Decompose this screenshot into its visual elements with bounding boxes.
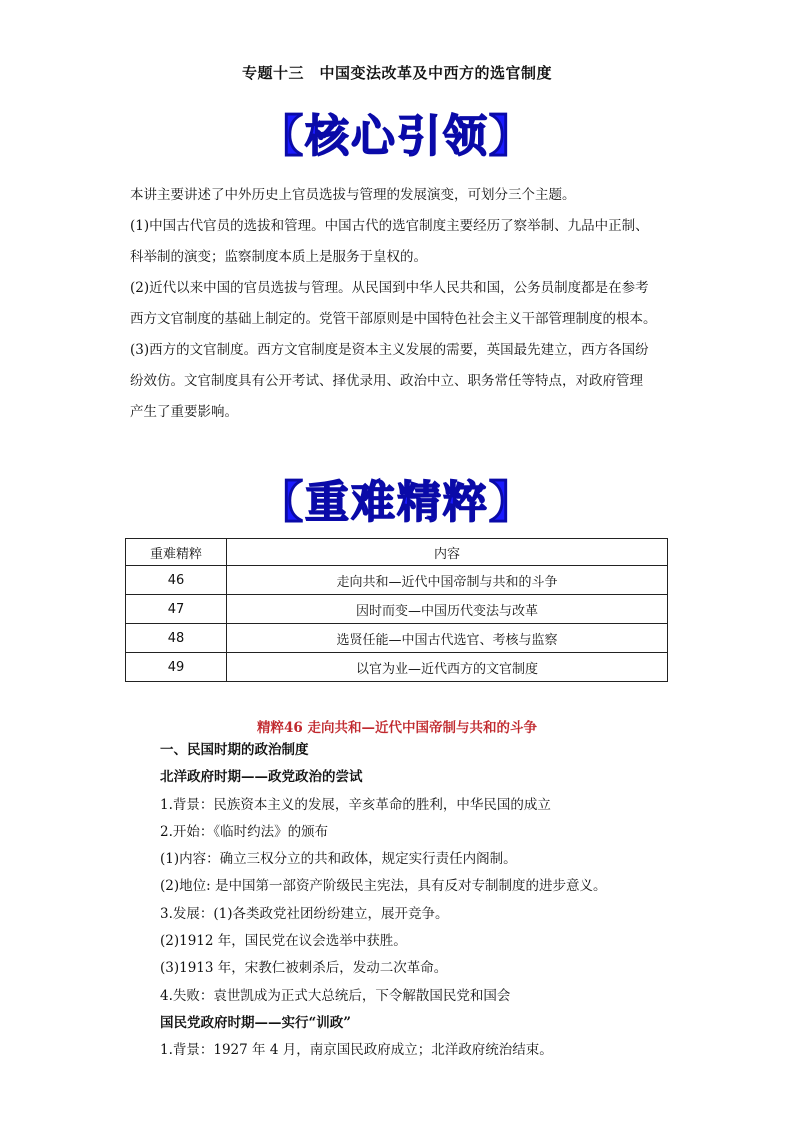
subsection-heading: 国民党政府时期——实行“训政”	[160, 1014, 352, 1031]
subsection-heading: 一、民国时期的政治制度	[160, 742, 309, 758]
body-line: (3)1913 年，宋教仁被刺杀后，发动二次革命。	[160, 960, 448, 977]
table-row	[126, 624, 668, 653]
intro-line: (2)近代以来中国的官员选拔与管理。从民国到中华人民共和国，公务员制度都是在参考	[130, 280, 649, 296]
key-points-table	[125, 538, 668, 682]
table-cell-number: 46	[126, 566, 227, 595]
subsection-heading: 北洋政府时期——政党政治的尝试	[160, 769, 363, 786]
table-row	[126, 595, 668, 624]
table-cell-number: 47	[126, 595, 227, 624]
body-line: (2)1912 年，国民党在议会选举中获胜。	[160, 933, 407, 950]
table-cell-content: 以官为业—近代西方的文官制度	[227, 653, 668, 682]
page-title: 专题十三 中国变法改革及中西方的选官制度	[241, 64, 552, 82]
table-row	[126, 653, 668, 682]
body-line: 2.开始：《临时约法》的颁布	[160, 823, 329, 840]
body-line: 3.发展：(1)各类政党社团纷纷建立，展开竞争。	[160, 905, 449, 922]
intro-line: 西方文官制度的基础上制定的。党管干部原则是中国特色社会主义干部管理制度的根本。	[130, 311, 657, 327]
body-section	[160, 737, 660, 1065]
intro-line: 本讲主要讲述了中外历史上官员选拔与管理的发展演变，可划分三个主题。	[130, 187, 576, 203]
intro-line: 纷效仿。文官制度具有公开考试、择优录用、政治中立、职务常任等特点，对政府管理	[130, 373, 643, 389]
body-line: 1.背景：1927 年 4 月，南京国民政府成立；北洋政府统治结束。	[160, 1042, 553, 1059]
table-cell-content: 走向共和—近代中国帝制与共和的斗争	[227, 566, 668, 595]
intro-line: 产生了重要影响。	[130, 404, 238, 420]
table-header-cell: 内容	[227, 539, 668, 566]
body-line: (1)内容：确立三权分立的共和政体，规定实行责任内阁制。	[160, 851, 517, 868]
intro-line: 科举制的演变；监察制度本质上是服务于皇权的。	[130, 249, 427, 265]
intro-section	[130, 180, 670, 428]
table-header-cell: 重难精粹	[126, 539, 227, 566]
table-cell-content: 因时而变—中国历代变法与改革	[227, 595, 668, 624]
key-points-banner: 【重难精粹】	[259, 477, 535, 528]
body-line: 4.失败：袁世凯成为正式大总统后，下令解散国民党和国会	[160, 987, 511, 1004]
table-cell-number: 48	[126, 624, 227, 653]
body-line: 1.背景：民族资本主义的发展，辛亥革命的胜利，中华民国的成立	[160, 796, 551, 813]
table-row	[126, 566, 668, 595]
table-cell-content: 选贤任能—中国古代选官、考核与监察	[227, 624, 668, 653]
table-cell-number: 49	[126, 653, 227, 682]
section-heading: 精粹46 走向共和—近代中国帝制与共和的斗争	[257, 720, 537, 736]
intro-line: (1)中国古代官员的选拔和管理。中国古代的选官制度主要经历了察举制、九品中正制、	[130, 218, 649, 234]
table-header-row	[126, 539, 668, 566]
body-line: (2)地位: 是中国第一部资产阶级民主宪法，具有反对专制制度的进步意义。	[160, 878, 607, 895]
intro-line: (3)西方的文官制度。西方文官制度是资本主义发展的需要，英国最先建立，西方各国纷	[130, 342, 649, 358]
core-guidance-banner: 【核心引领】	[259, 111, 535, 162]
